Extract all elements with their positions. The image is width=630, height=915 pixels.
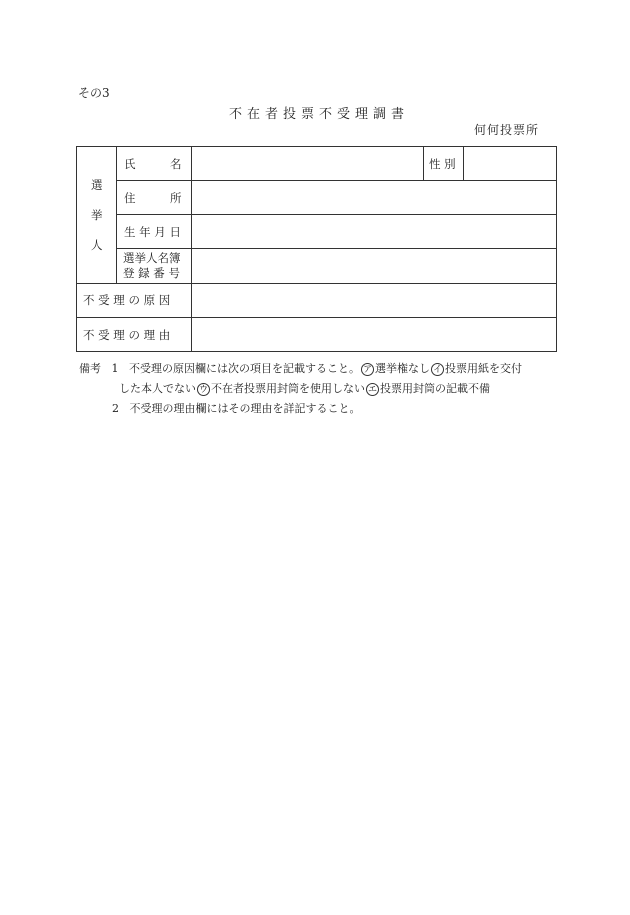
remark-2-text: 不受理の理由欄にはその理由を詳記すること。: [129, 402, 361, 415]
column-divider: [423, 147, 424, 180]
column-divider: [191, 147, 192, 352]
name-field[interactable]: [193, 148, 422, 179]
remark-1-text: 不受理の原因欄には次の項目を記載すること。: [129, 362, 360, 375]
remarks: [79, 359, 522, 419]
remark-item-e: 投票用封筒の記載不備: [380, 382, 490, 395]
row-divider: [116, 214, 557, 215]
gender-field[interactable]: [465, 148, 555, 179]
gender-label: 性 別: [429, 157, 456, 171]
remark-item-a: 選挙権なし: [375, 362, 430, 375]
name-label: 氏 名: [124, 157, 182, 171]
row-divider: [77, 283, 557, 284]
remark-item-i-cont: した本人でない: [119, 382, 196, 395]
register-number-field[interactable]: [193, 250, 555, 282]
remark-2: [79, 399, 522, 419]
circled-i: イ: [432, 364, 442, 375]
polling-station-name: 何何投票所: [473, 123, 539, 137]
rejection-cause-label: 不 受 理 の 原 因: [83, 293, 171, 307]
voter-group-label-3: 人: [91, 238, 103, 252]
birth-date-label: 生 年 月 日: [124, 225, 181, 239]
rejection-reason-field[interactable]: [193, 319, 555, 351]
rejection-cause-field[interactable]: [193, 285, 555, 316]
remark-item-u: 不在者投票用封筒を使用しない: [211, 382, 365, 395]
register-number-label-1: 選挙人名簿: [123, 251, 181, 265]
voter-group-label-2: 挙: [91, 208, 103, 222]
row-divider: [116, 180, 557, 181]
voter-group-label-1: 選: [91, 178, 103, 192]
circled-u: ウ: [198, 384, 208, 395]
address-field[interactable]: [193, 182, 555, 213]
remark-1-line-2: [79, 379, 522, 399]
remark-1-number: 1: [111, 362, 119, 375]
remark-item-i: 投票用紙を交付: [445, 362, 522, 375]
row-divider: [77, 317, 557, 318]
form-number-label: その3: [78, 86, 110, 100]
row-divider: [116, 248, 557, 249]
remark-2-number: 2: [112, 402, 119, 415]
column-divider: [116, 147, 117, 283]
record-table: [76, 146, 557, 352]
register-number-label-2: 登 録 番 号: [123, 266, 180, 280]
rejection-reason-label: 不 受 理 の 理 由: [83, 328, 171, 342]
birth-date-field[interactable]: [193, 216, 555, 247]
remark-1-line-1: [79, 359, 522, 379]
column-divider: [463, 147, 464, 180]
remarks-prefix: 備考: [79, 362, 101, 375]
circled-e: エ: [367, 384, 377, 395]
address-label: 住 所: [124, 191, 182, 205]
document-title: 不在者投票不受理調書: [228, 107, 409, 122]
circled-a: ア: [362, 364, 372, 375]
